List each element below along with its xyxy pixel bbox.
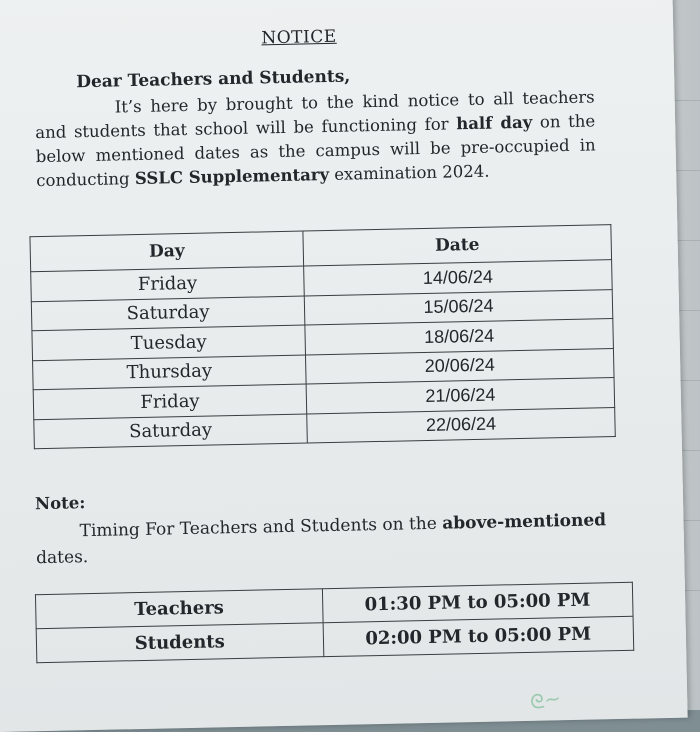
date-cell: 15/06/24 bbox=[304, 289, 612, 325]
schedule-table bbox=[29, 224, 615, 449]
note-label: Note: bbox=[34, 493, 86, 514]
body-text-1: It’s here by brought to the kind notice to all teachers and students that school will be functioning for bbox=[35, 87, 595, 143]
day-cell: Friday bbox=[31, 266, 305, 301]
day-cell: Tuesday bbox=[32, 325, 306, 360]
note-bold: above-mentioned bbox=[442, 510, 607, 534]
date-cell: 21/06/24 bbox=[306, 378, 614, 414]
notice-body bbox=[35, 85, 597, 193]
time-cell: 01:30 PM to 05:00 PM bbox=[322, 582, 633, 622]
body-bold-half-day: half day bbox=[456, 112, 533, 134]
time-cell: 02:00 PM to 05:00 PM bbox=[323, 616, 634, 656]
body-text-2: on the below mentioned dates as the campus will be pre-occupied in conducting bbox=[35, 111, 596, 191]
day-cell: Saturday bbox=[34, 413, 308, 448]
body-text-3: examination 2024. bbox=[328, 161, 490, 184]
date-cell: 14/06/24 bbox=[304, 260, 612, 296]
date-cell: 22/06/24 bbox=[307, 407, 615, 443]
note-text-1: Timing For Teachers and Students on the bbox=[79, 513, 443, 542]
date-column-header: Date bbox=[303, 225, 612, 266]
body-bold-exam: SSLC Supplementary bbox=[134, 164, 330, 189]
day-cell: Friday bbox=[33, 384, 307, 419]
note-text-2: dates. bbox=[35, 547, 89, 569]
timing-note bbox=[35, 507, 624, 571]
day-column-header: Day bbox=[30, 231, 304, 272]
salutation: Dear Teachers and Students, bbox=[76, 66, 351, 93]
group-cell: Students bbox=[36, 623, 323, 663]
date-cell: 20/06/24 bbox=[306, 348, 614, 384]
date-cell: 18/06/24 bbox=[305, 319, 613, 355]
signature-mark: ᘓ~ bbox=[528, 685, 563, 715]
group-cell: Teachers bbox=[35, 589, 322, 629]
timing-table bbox=[35, 582, 634, 664]
day-cell: Saturday bbox=[31, 296, 305, 331]
notice-heading: NOTICE bbox=[261, 26, 337, 49]
day-cell: Thursday bbox=[33, 355, 307, 390]
